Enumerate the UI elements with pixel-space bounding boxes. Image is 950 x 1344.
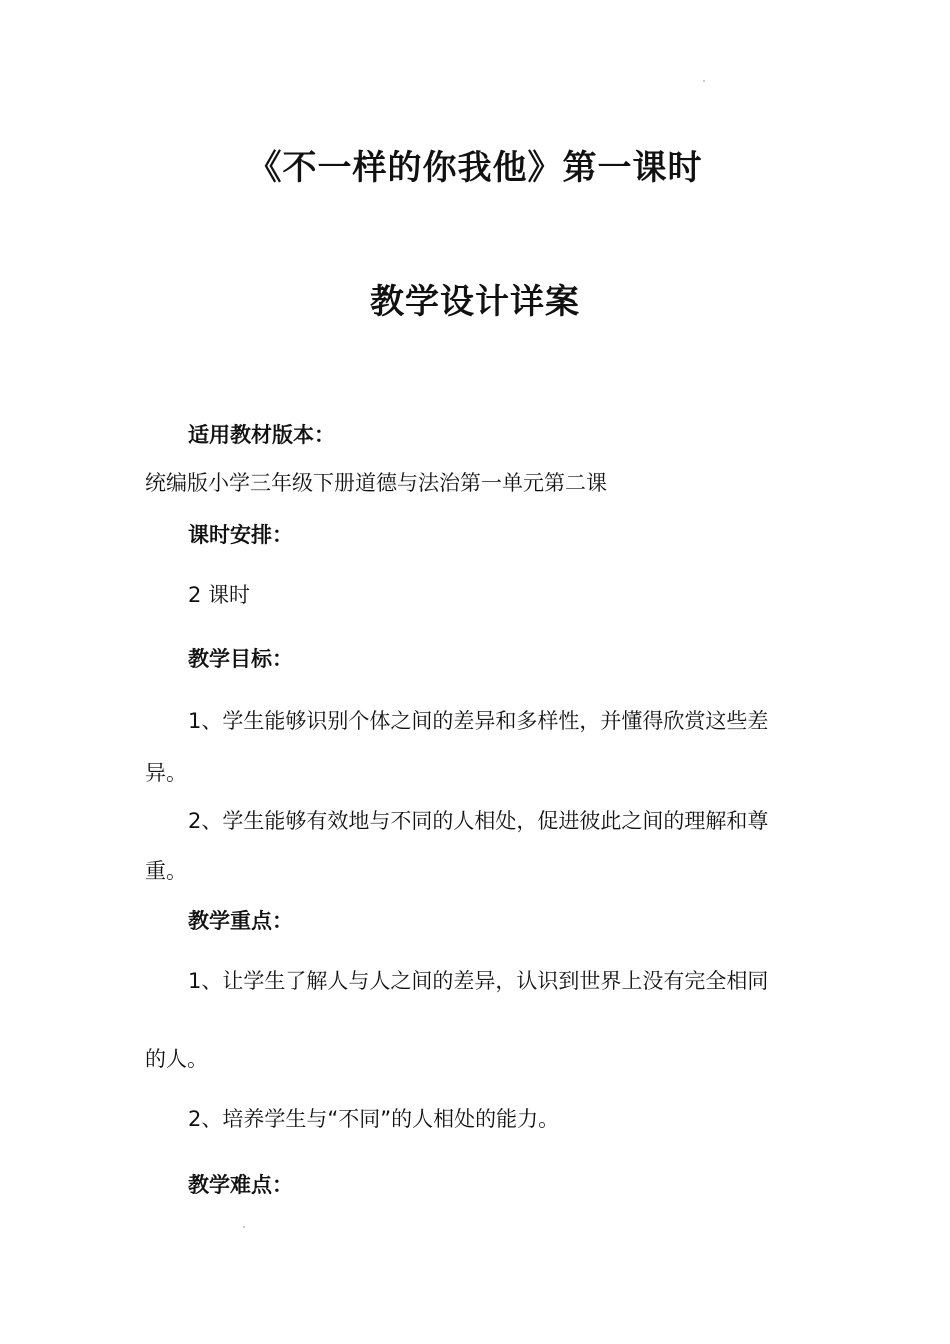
document-title-line2: 教学设计详案 xyxy=(370,282,580,322)
keypoint2: 2、培养学生与“不同”的人相处的能力。 xyxy=(188,1107,560,1131)
objective1-line2: 异。 xyxy=(145,761,187,785)
textbook-value: 统编版小学三年级下册道德与法治第一单元第二课 xyxy=(145,471,607,495)
schedule-value: 2 课时 xyxy=(188,583,251,607)
schedule-heading: 课时安排： xyxy=(188,523,293,547)
keypoints-heading: 教学重点： xyxy=(188,909,293,933)
objective2-line1: 2、学生能够有效地与不同的人相处，促进彼此之间的理解和尊 xyxy=(188,809,769,833)
objectives-heading: 教学目标： xyxy=(188,647,293,671)
document-title-line1: 《不一样的你我他》第一课时 xyxy=(247,148,703,188)
keypoint1-line2: 的人。 xyxy=(145,1047,208,1071)
textbook-heading: 适用教材版本： xyxy=(188,423,335,447)
difficulties-heading: 教学难点： xyxy=(188,1173,293,1197)
page-mark xyxy=(243,1226,245,1228)
keypoint1-line1: 1、让学生了解人与人之间的差异，认识到世界上没有完全相同 xyxy=(188,969,769,993)
objective1-line1: 1、学生能够识别个体之间的差异和多样性，并懂得欣赏这些差 xyxy=(188,709,769,733)
objective2-line2: 重。 xyxy=(145,859,187,883)
corner-mark xyxy=(703,80,705,82)
